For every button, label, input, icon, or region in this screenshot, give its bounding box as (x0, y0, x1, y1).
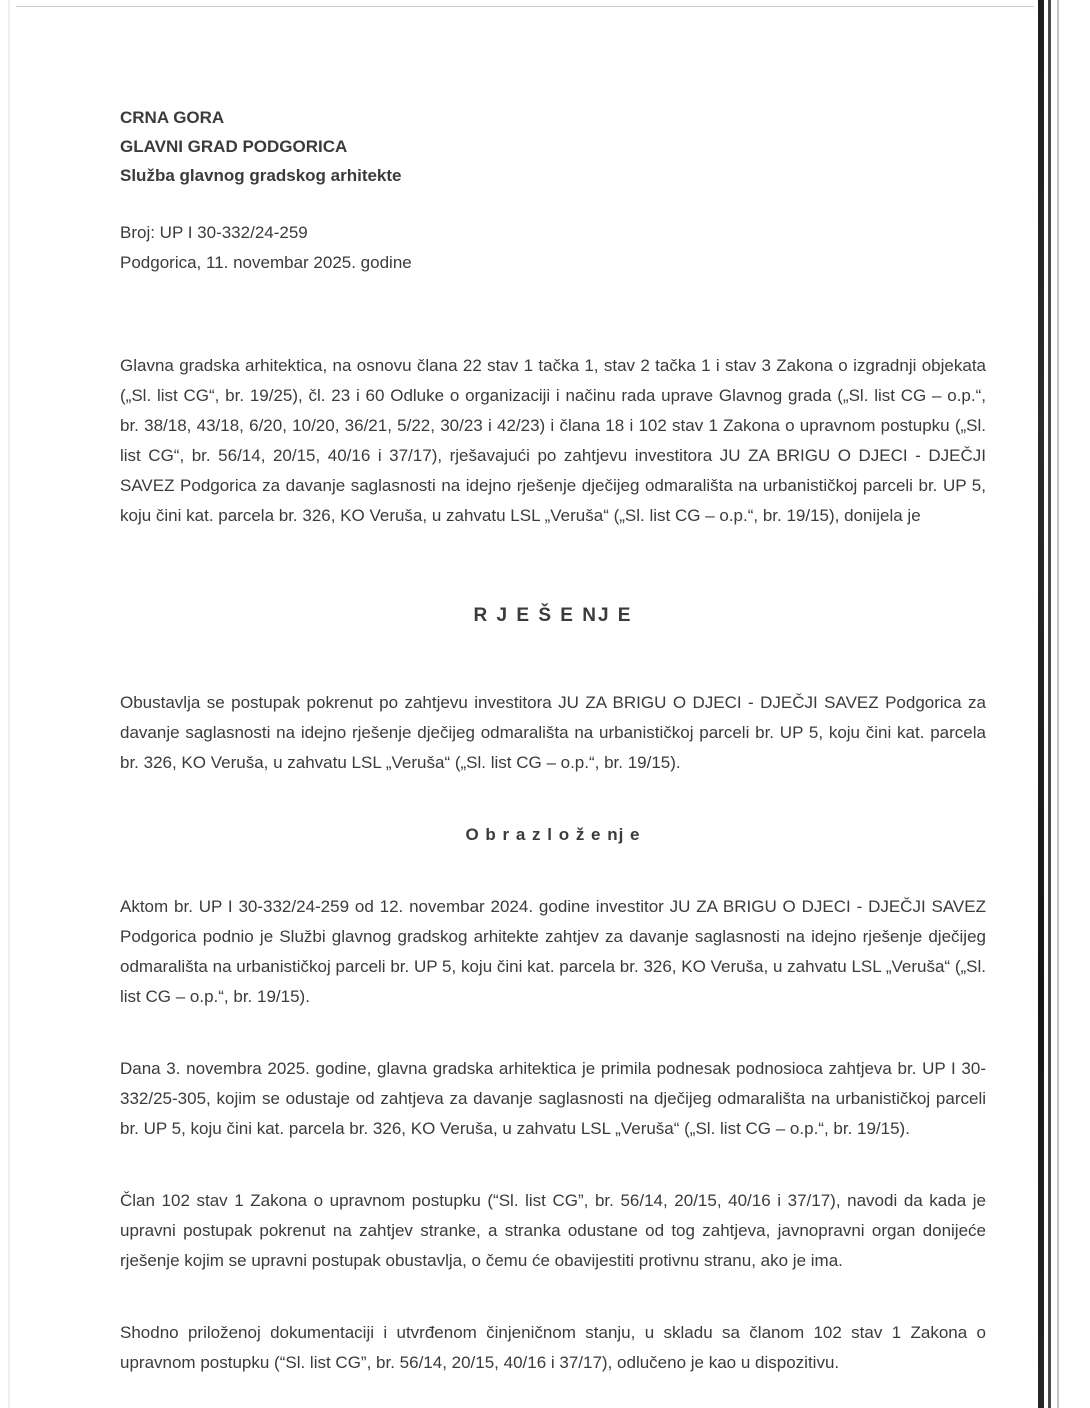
explanation-heading: O b r a z l o ž e nj e (465, 825, 641, 844)
explanation-paragraph-4: Shodno priloženoj dokumentaciji i utvrđenom činjeničnom stanju, u skladu sa članom 102 stav 1 Zakona o upravnom postupku (“Sl. list CG”, br. 56/14, 20/15, 40/16 i 37/17), odlučeno je kao u dispozitivu. (120, 1323, 986, 1372)
explanation-paragraph-2: Dana 3. novembra 2025. godine, glavna gradska arhitektica je primila podnesak podnosioca zahtjeva br. UP I 30-332/25-305, kojim se odustaje od zahtjeva za davanje saglasnosti na dječijeg odmarališta na urbanističkoj parceli br. UP 5, koju čini kat. parcela br. 326, KO Veruša, u zahvatu LSL „Veruša“ („Sl. list CG – o.p.“, br. 19/15). (120, 1059, 986, 1138)
explanation-paragraph-1: Aktom br. UP I 30-332/24-259 od 12. novembar 2024. godine investitor JU ZA BRIGU O DJECI - DJEČJI SAVEZ Podgorica podnio je Službi glavnog gradskog arhitekte zahtjev za davanje saglasnosti na idejno rješenje dječijeg odmarališta na urbanističkoj parceli br. UP 5, koju čini kat. parcela br. 326, KO Veruša, u zahvatu LSL „Veruša“ („Sl. list CG – o.p.“, br. 19/15). (120, 897, 986, 1006)
document-date: Podgorica, 11. novembar 2025. godine (120, 253, 412, 272)
issuer-header (120, 0, 986, 190)
scan-edge-light-line (1057, 0, 1059, 1408)
scan-edge-bar (1038, 0, 1044, 1408)
issuer-office: Služba glavnog gradskog arhitekte (120, 166, 402, 185)
decision-heading: R J E Š E NJ E (473, 605, 633, 626)
issuer-country: CRNA GORA (120, 108, 225, 127)
scan-left-edge-shade (8, 0, 10, 1408)
decision-paragraph: Obustavlja se postupak pokrenut po zahtjevu investitora JU ZA BRIGU O DJECI - DJEČJI SAVEZ Podgorica za davanje saglasnosti na idejno rješenje dječijeg odmarališta na urbanističkoj parceli br. UP 5, koju čini kat. parcela br. 326, KO Veruša, u zahvatu LSL „Veruša“ („Sl. list CG – o.p.“, br. 19/15). (120, 693, 986, 772)
document-number: Broj: UP I 30-332/24-259 (120, 223, 308, 242)
scan-top-hairline (16, 6, 1034, 7)
explanation-paragraph-3: Član 102 stav 1 Zakona o upravnom postupku (“Sl. list CG”, br. 56/14, 20/15, 40/16 i 37/17), navodi da kada je upravni postupak pokrenut na zahtjev stranke, a stranka odustane od tog zahtjeva, javnopravni organ donijeće rješenje kojim se upravni postupak obustavlja, o čemu će obavijestiti protivnu stranu, ako je ima. (120, 1191, 986, 1270)
scan-edge-bar-secondary (1048, 0, 1051, 1408)
intro-paragraph: Glavna gradska arhitektica, na osnovu člana 22 stav 1 tačka 1, stav 2 tačka 1 i stav 3 Zakona o izgradnji objekata („Sl. list CG“, br. 19/25), čl. 23 i 60 Odluke o organizaciji i načinu rada uprave Glavnog grada („Sl. list CG – o.p.“, br. 38/18, 43/18, 6/20, 10/20, 36/21, 5/22, 30/23 i 42/23) i člana 18 i 102 stav 1 Zakona o upravnom postupku („Sl. list CG“, br. 56/14, 20/15, 40/16 i 37/17), rješavajući po zahtjevu investitora JU ZA BRIGU O DJECI - DJEČJI SAVEZ Podgorica za davanje saglasnosti na idejno rješenje dječijeg odmarališta na urbanističkoj parceli br. UP 5, koju čini kat. parcela br. 326, KO Veruša, u zahvatu LSL „Veruša“ („Sl. list CG – o.p.“, br. 19/15), donijela je (120, 356, 986, 525)
issuer-city: GLAVNI GRAD PODGORICA (120, 137, 348, 156)
document-body (120, 0, 986, 1378)
document-meta (120, 218, 986, 278)
